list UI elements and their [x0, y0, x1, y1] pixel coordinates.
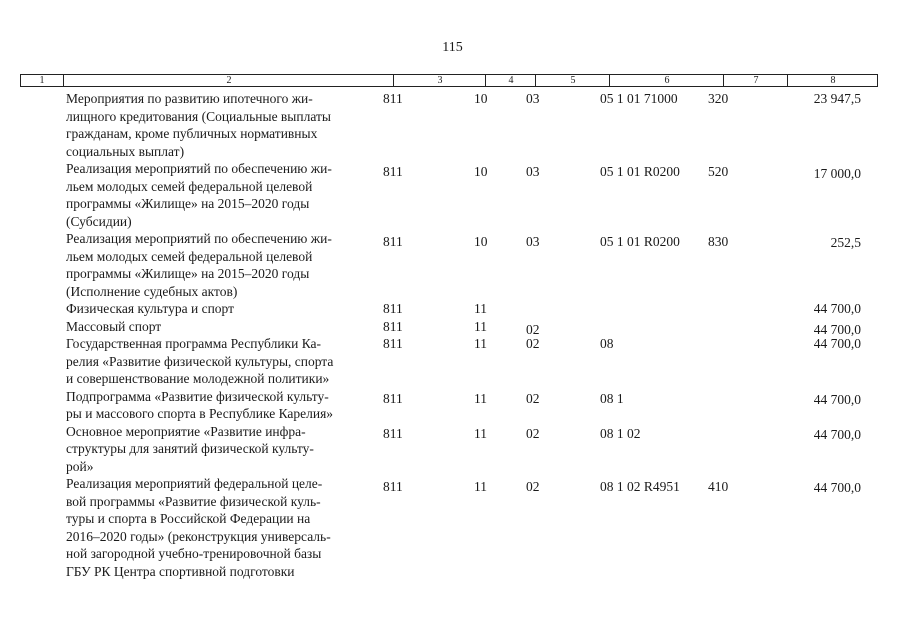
header-col-6: 6 [609, 75, 724, 86]
table-body [0, 90, 905, 580]
header-col-4: 4 [485, 75, 536, 86]
row-expense-type: 410 [708, 479, 729, 494]
row-section: 10 [474, 164, 488, 179]
row-name: Массовый спорт [66, 318, 162, 334]
row-amount: 44 700,0 [813, 336, 861, 351]
row-name: Государственная программа Республики Ка- релия «Развитие физической культуры, спорта и совершенствование молодежной политики» [66, 336, 334, 386]
row-target-article: 05 1 01 71000 [600, 91, 678, 106]
row-ministry-code: 811 [383, 479, 403, 494]
table-header-row [20, 74, 878, 87]
row-amount: 23 947,5 [813, 91, 861, 106]
table-row [0, 475, 905, 580]
row-section: 11 [474, 390, 487, 406]
row-expense-type: 830 [708, 234, 729, 249]
header-col-2: 2 [63, 75, 394, 86]
row-section: 11 [474, 318, 487, 334]
row-subsection: 02 [526, 479, 540, 494]
row-amount: 252,5 [830, 235, 861, 250]
row-subsection: 02 [526, 425, 540, 441]
row-amount: 44 700,0 [813, 321, 861, 337]
row-amount: 44 700,0 [813, 301, 861, 316]
row-ministry-code: 811 [383, 425, 403, 441]
row-section: 11 [474, 336, 487, 351]
row-name: Реализация мероприятий по обеспечению жи- льем молодых семей федеральной целевой программы «Жилище» на 2015–2020 годы (Субсидии) [66, 161, 332, 229]
row-subsection: 02 [526, 390, 540, 406]
row-ministry-code: 811 [383, 234, 403, 249]
row-target-article: 05 1 01 R0200 [600, 234, 680, 249]
header-col-5: 5 [535, 75, 610, 86]
row-name: Подпрограмма «Развитие физической культу- ры и массового спорта в Республике Карелия» [66, 388, 334, 421]
row-name: Реализация мероприятий по обеспечению жи- льем молодых семей федеральной целевой программы «Жилище» на 2015–2020 годы (Исполнение судебных актов) [66, 231, 332, 299]
row-amount: 17 000,0 [813, 166, 861, 181]
row-name: Основное мероприятие «Развитие инфра- структуры для занятий физической культу- рой» [66, 423, 314, 474]
row-subsection: 03 [526, 91, 540, 106]
row-ministry-code: 811 [383, 390, 403, 406]
row-ministry-code: 811 [383, 301, 403, 316]
header-col-8: 8 [787, 75, 878, 86]
row-ministry-code: 811 [383, 164, 403, 179]
header-col-1: 1 [39, 75, 45, 86]
row-amount: 44 700,0 [813, 391, 861, 407]
row-target-article: 08 1 02 [600, 425, 641, 441]
row-section: 11 [474, 425, 487, 441]
row-amount: 44 700,0 [813, 480, 861, 495]
row-target-article: 08 1 02 R4951 [600, 479, 680, 494]
row-ministry-code: 811 [383, 318, 403, 334]
table-row [0, 318, 905, 336]
table-row [0, 230, 905, 300]
row-name: Реализация мероприятий федеральной целе- вой программы «Развитие физической куль- туры и спорта в Российской Федерации на 2016–2020 годы» (реконструкция универсаль- ной загородной учебно-тренировочной базы ГБУ РК Центра спортивной подготовки [66, 476, 331, 579]
row-subsection: 02 [526, 336, 540, 351]
row-section: 10 [474, 234, 488, 249]
table-row [0, 90, 905, 160]
row-subsection: 02 [526, 321, 540, 337]
row-section: 11 [474, 479, 487, 494]
row-ministry-code: 811 [383, 336, 403, 351]
row-target-article: 08 1 [600, 390, 624, 406]
row-target-article: 05 1 01 R0200 [600, 164, 680, 179]
row-ministry-code: 811 [383, 91, 403, 106]
table-row [0, 335, 905, 388]
table-row [0, 388, 905, 423]
table-row [0, 300, 905, 318]
row-section: 10 [474, 91, 488, 106]
row-subsection: 03 [526, 234, 540, 249]
table-row [0, 160, 905, 230]
header-col-7: 7 [723, 75, 788, 86]
row-expense-type: 320 [708, 91, 729, 106]
header-col-3: 3 [393, 75, 486, 86]
row-section: 11 [474, 301, 487, 316]
row-amount: 44 700,0 [813, 426, 861, 442]
page-number: 115 [442, 40, 463, 55]
row-name: Физическая культура и спорт [66, 301, 235, 316]
row-expense-type: 520 [708, 164, 729, 179]
table-row [0, 423, 905, 476]
row-name: Мероприятия по развитию ипотечного жи- лищного кредитования (Социальные выплаты гражданам, кроме публичных нормативных социальных выплат) [66, 91, 331, 159]
row-target-article: 08 [600, 336, 614, 351]
row-subsection: 03 [526, 164, 540, 179]
